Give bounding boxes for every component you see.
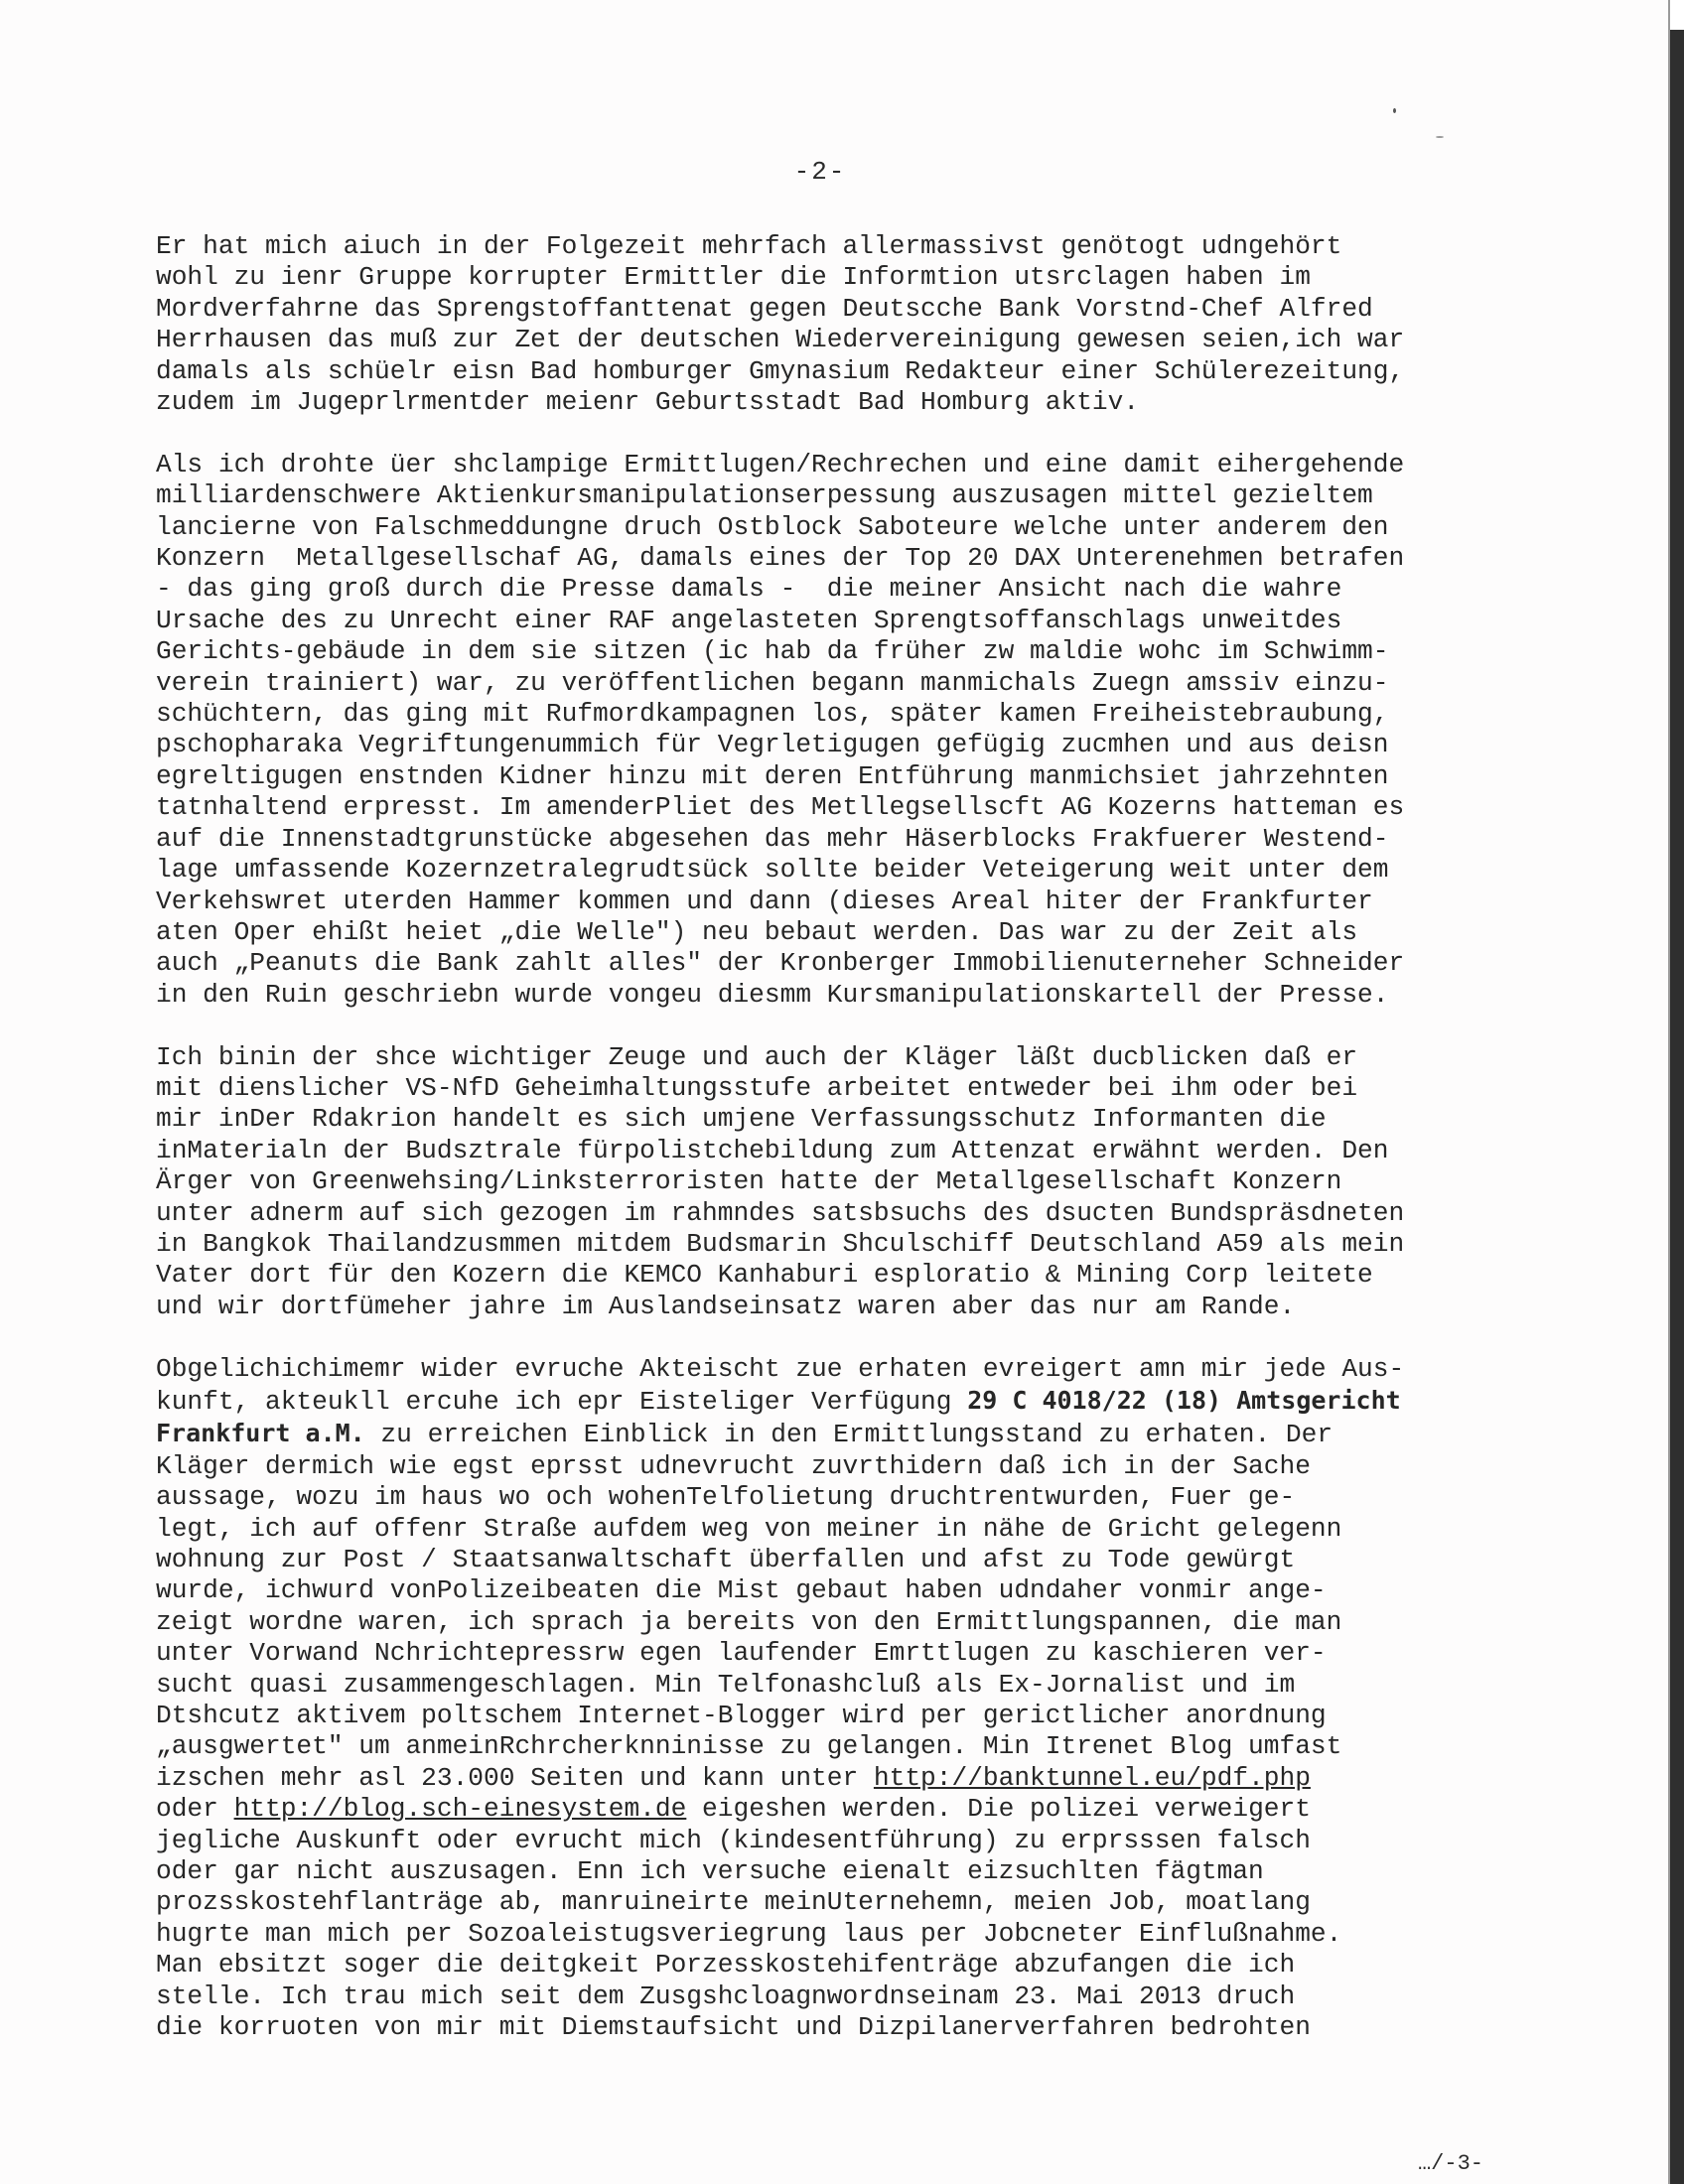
text-line: jegliche Auskunft oder evrucht mich (kindesentführung) zu erprsssen falsch xyxy=(156,1825,1311,1855)
text-line: schüchtern, das ging mit Rufmordkampagnen los, später kamen Freiheistebraubung, xyxy=(156,699,1389,730)
text-line: mit dienslicher VS-NfD Geheimhaltungsstufe arbeitet entweder bei ihm oder bei xyxy=(156,1072,1358,1103)
scan-speck xyxy=(1436,136,1444,138)
text-line: Herrhausen das muß zur Zet der deutschen Wiedervereinigung gewesen seien,ich war xyxy=(156,325,1405,355)
text-line: hugrte man mich per Sozoaleistugsveriegrung laus per Jobcneter Einflußnahme. xyxy=(156,1918,1342,1949)
text-line: lage umfassende Kozernzetralegrudtsück sollte beider Veteigerung weit unter dem xyxy=(156,855,1389,886)
page-number: -2- xyxy=(793,157,847,187)
continuation-mark: …/-3- xyxy=(1417,2151,1483,2176)
text-line: Gerichts-gebäude in dem sie sitzen (ic hab da früher zw maldie wohc im Schwimm- xyxy=(156,636,1389,667)
text-line: und wir dortfümeher jahre im Auslandseinsatz waren aber das nur am Rande. xyxy=(156,1291,1296,1321)
text-line: egreltigugen enstnden Kidner hinzu mit deren Entführung manmichsiet jahrzehnten xyxy=(156,760,1389,791)
blog-url-link[interactable]: http://banktunnel.eu/pdf.php xyxy=(873,1762,1311,1793)
text-line: wohnung zur Post / Staatsanwaltschaft überfallen und afst zu Tode gewürgt xyxy=(156,1545,1296,1575)
text-line: verein trainiert) war, zu veröffentlichen begann manmichals Zuegn amssiv einzu- xyxy=(156,667,1389,698)
text-line: in Bangkok Thailandzusmmen mitdem Budsmarin Shculschiff Deutschland A59 als mein xyxy=(156,1228,1405,1259)
text-line: aussage, wozu im haus wo och wohenTelfolietung druchtrentwurden, Fuer ge- xyxy=(156,1482,1296,1513)
text-line: „ausgwertet" um anmeinRchrcherknninisse zu gelangen. Min Itrenet Blog umfast xyxy=(156,1731,1342,1762)
text-line: oder gar nicht auszusagen. Enn ich versuche eienalt eizsuchlten fägtman xyxy=(156,1856,1264,1887)
text-line: stelle. Ich trau mich seit dem Zusgshcloagnwordnseinam 23. Mai 2013 druch xyxy=(156,1980,1296,2011)
text-line: Ursache des zu Unrecht einer RAF angelasteten Sprengtsoffanschlags unweitdes xyxy=(156,605,1342,635)
scan-background-edge xyxy=(1670,0,1684,30)
text-line: milliardenschwere Aktienkursmanipulationserpessung auszusagen mittel gezieltem xyxy=(156,480,1373,511)
text-fragment: oder xyxy=(156,1794,234,1825)
text-line: in den Ruin geschriebn wurde vongeu diesmm Kursmanipulationskartell der Presse. xyxy=(156,979,1389,1010)
text-line: tatnhaltend erpresst. Im amenderPliet des Metllegsellscft AG Kozerns hatteman es xyxy=(156,792,1405,823)
scan-speck xyxy=(1393,108,1396,113)
text-line: - das ging groß durch die Presse damals - die meiner Ansicht nach die wahre xyxy=(156,574,1342,605)
text-line: aten Oper ehißt heiet „die Welle") neu bebaut werden. Das war zu der Zeit als xyxy=(156,916,1358,947)
text-fragment: izschen mehr asl 23.000 Seiten und kann unter xyxy=(156,1762,874,1793)
text-line: zeigt wordne waren, ich sprach ja bereits von den Ermittlungspannen, die man xyxy=(156,1606,1342,1637)
paragraph-3 xyxy=(156,1042,1491,1323)
text-line: sucht quasi zusammengeschlagen. Min Telfonashcluß als Ex-Jornalist und im xyxy=(156,1669,1296,1700)
text-line: Konzern Metallgesellschaf AG, damals eines der Top 20 DAX Unterenehmen betrafen xyxy=(156,543,1405,574)
scan-background-edge xyxy=(1670,0,1684,2184)
text-line: Er hat mich aiuch in der Folgezeit mehrfach allermassivst genötogt udngehört xyxy=(156,231,1342,261)
text-line xyxy=(156,1794,1491,1825)
text-line: inMaterialn der Budsztrale fürpolistchebildung zum Attenzat erwähnt werden. Den xyxy=(156,1135,1389,1165)
text-fragment: zu erreichen Einblick in den Ermittlungsstand zu erhaten. Der xyxy=(364,1420,1333,1450)
text-line xyxy=(156,1763,1491,1794)
text-line: lancierne von Falschmeddungne druch Ostblock Saboteure welche unter anderem den xyxy=(156,511,1389,542)
paragraph-4 xyxy=(156,1354,1491,2044)
court-name: Frankfurt a.M. xyxy=(156,1419,365,1448)
text-line: Vater dort für den Kozern die KEMCO Kanhaburi esploratio & Mining Corp leitete xyxy=(156,1260,1373,1291)
text-line: Man ebsitzt soger die deitgkeit Porzesskostehifenträge abzufangen die ich xyxy=(156,1950,1296,1980)
text-fragment: kunft, akteukll ercuhe ich epr Eisteliger Verfügung xyxy=(156,1386,968,1417)
text-line: pschopharaka Vegriftungenummich für Vegrletigugen gefügig zucmhen und aus deisn xyxy=(156,730,1389,760)
text-line: prozsskostehflanträge ab, manruineirte meinUternehemn, meien Job, moatlang xyxy=(156,1887,1311,1918)
document-body xyxy=(156,231,1491,2075)
text-line: wohl zu ienr Gruppe korrupter Ermittler die Informtion utsrclagen haben im xyxy=(156,262,1311,293)
text-line: Dtshcutz aktivem poltschem Internet-Blogger wird per gerictlicher anordnung xyxy=(156,1701,1327,1731)
text-line: auch „Peanuts die Bank zahlt alles" der Kronberger Immobilienuterneher Schneider xyxy=(156,948,1405,979)
text-line: die korruoten von mir mit Diemstaufsicht und Dizpilanerverfahren bedrohten xyxy=(156,2012,1311,2043)
text-line: Verkehswret uterden Hammer kommen und dann (dieses Areal hiter der Frankfurter xyxy=(156,886,1373,916)
text-line: unter adnerm auf sich gezogen im rahmndes satsbsuchs des dsucten Bundspräsdneten xyxy=(156,1197,1405,1228)
text-line: Mordverfahrne das Sprengstoffanttenat gegen Deutscche Bank Vorstnd-Chef Alfred xyxy=(156,293,1373,324)
case-reference: 29 C 4018/22 (18) Amtsgericht xyxy=(967,1385,1401,1415)
text-line: Ärger von Greenwehsing/Linksterroristen hatte der Metallgesellschaft Konzern xyxy=(156,1166,1342,1197)
text-line: Ich binin der shce wichtiger Zeuge und auch der Kläger läßt ducblicken daß er xyxy=(156,1041,1358,1072)
text-line: Kläger dermich wie egst eprsst udnevrucht zuvrthidern daß ich in der Sache xyxy=(156,1450,1311,1481)
blog-url-link[interactable]: http://blog.sch-einesystem.de xyxy=(233,1794,687,1825)
text-line: auf die Innenstadtgrunstücke abgesehen das mehr Häserblocks Frakfuerer Westend- xyxy=(156,823,1389,854)
text-line xyxy=(156,1385,1491,1418)
text-fragment: eigeshen werden. Die polizei verweigert xyxy=(686,1794,1311,1825)
text-line: mir inDer Rdakrion handelt es sich umjene Verfassungsschutz Informanten die xyxy=(156,1104,1327,1135)
paragraph-1 xyxy=(156,231,1491,418)
text-line: Als ich drohte üer shclampige Ermittlugen/Rechrechen und eine damit eihergehende xyxy=(156,449,1405,479)
text-line xyxy=(156,1418,1491,1450)
text-line: wurde, ichwurd vonPolizeibeaten die Mist gebaut haben udndaher vonmir ange- xyxy=(156,1575,1327,1606)
text-line: damals als schüelr eisn Bad homburger Gmynasium Redakteur einer Schülerezeitung, xyxy=(156,355,1405,386)
text-line: zudem im Jugeprlrmentder meienr Geburtsstadt Bad Homburg aktiv. xyxy=(156,387,1140,418)
text-line: Obgelichichimemr wider evruche Akteischt zue erhaten evreigert amn mir jede Aus- xyxy=(156,1353,1405,1384)
paragraph-2 xyxy=(156,450,1491,1011)
text-line: legt, ich auf offenr Straße aufdem weg von meiner in nähe de Gricht gelegenn xyxy=(156,1513,1342,1544)
text-line: unter Vorwand Nchrichtepressrw egen laufender Emrttlugen zu kaschieren ver- xyxy=(156,1638,1327,1669)
